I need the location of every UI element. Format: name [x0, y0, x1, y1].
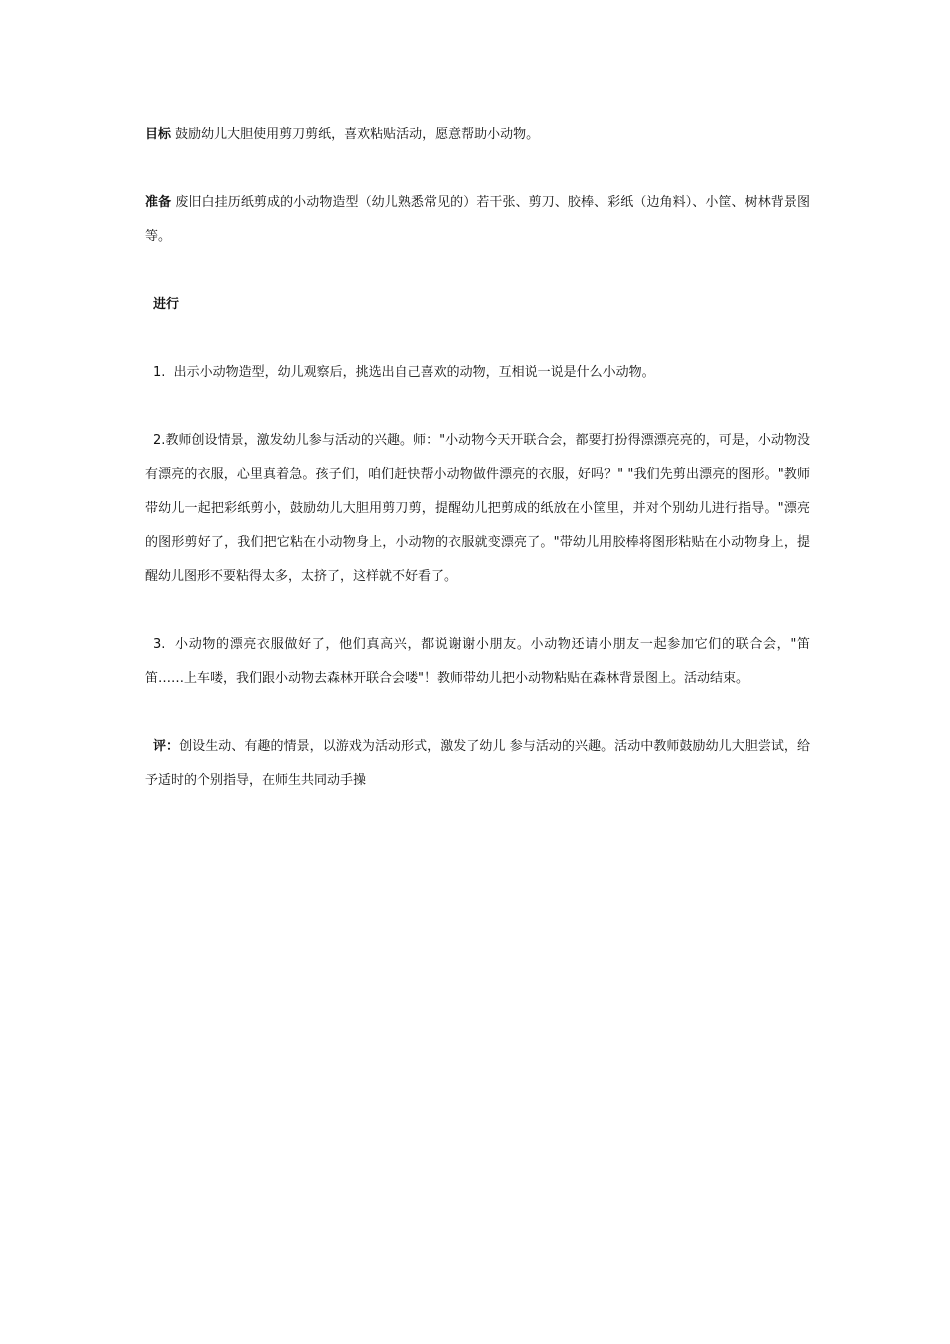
- step-1-text: 出示小动物造型，幼儿观察后，挑选出自己喜欢的动物，互相说一说是什么小动物。: [165, 365, 655, 380]
- prep-label: 准备: [145, 195, 172, 210]
- process-heading: [145, 288, 810, 322]
- goal-text: 鼓励幼儿大胆使用剪刀剪纸，喜欢粘贴活动，愿意帮助小动物。: [175, 127, 540, 142]
- step-2: [145, 424, 810, 594]
- comment-label: 评：: [153, 739, 180, 754]
- step-1-number: 1.: [153, 365, 166, 380]
- step-2-number: 2.: [153, 433, 166, 448]
- step-2-text: 教师创设情景，激发幼儿参与活动的兴趣。师："小动物今天开联合会，都要打扮得漂漂亮亮的，可是，小动物没有漂亮的衣服，心里真着急。孩子们，咱们赶快帮小动物做件漂亮的衣服，好吗？" "我们先剪出漂亮的图形。"教师带幼儿一起把彩纸剪小，鼓励幼儿大胆用剪刀剪，提醒幼儿把剪成的纸放在小筐里，并对个别幼儿进行指导。"漂亮的图形剪好了，我们把它粘在小动物身上，小动物的衣服就变漂亮了。"带幼儿用胶棒将图形粘贴在小动物身上，提醒幼儿图形不要粘得太多，太挤了，这样就不好看了。: [145, 433, 810, 584]
- step-3-number: 3.: [153, 637, 166, 652]
- step-3-text: 小动物的漂亮衣服做好了，他们真高兴，都说谢谢小朋友。小动物还请小朋友一起参加它们的联合会，"笛笛……上车喽，我们跟小动物去森林开联合会喽"！教师带幼儿把小动物粘贴在森林背景图上。活动结束。: [145, 637, 810, 686]
- goal-paragraph: [145, 118, 810, 152]
- comment-paragraph: [145, 730, 810, 798]
- document-page: [145, 118, 810, 832]
- goal-label: 目标: [145, 127, 172, 142]
- step-3: [145, 628, 810, 696]
- process-heading-text: 进行: [153, 297, 180, 312]
- prep-paragraph: [145, 186, 810, 254]
- prep-text: 废旧白挂历纸剪成的小动物造型（幼儿熟悉常见的）若干张、剪刀、胶棒、彩纸（边角料）、小筐、树林背景图等。: [145, 195, 810, 244]
- comment-text: 创设生动、有趣的情景，以游戏为活动形式，激发了幼儿 参与活动的兴趣。活动中教师鼓励幼儿大胆尝试，给予适时的个别指导，在师生共同动手操: [145, 739, 810, 788]
- step-1: [145, 356, 810, 390]
